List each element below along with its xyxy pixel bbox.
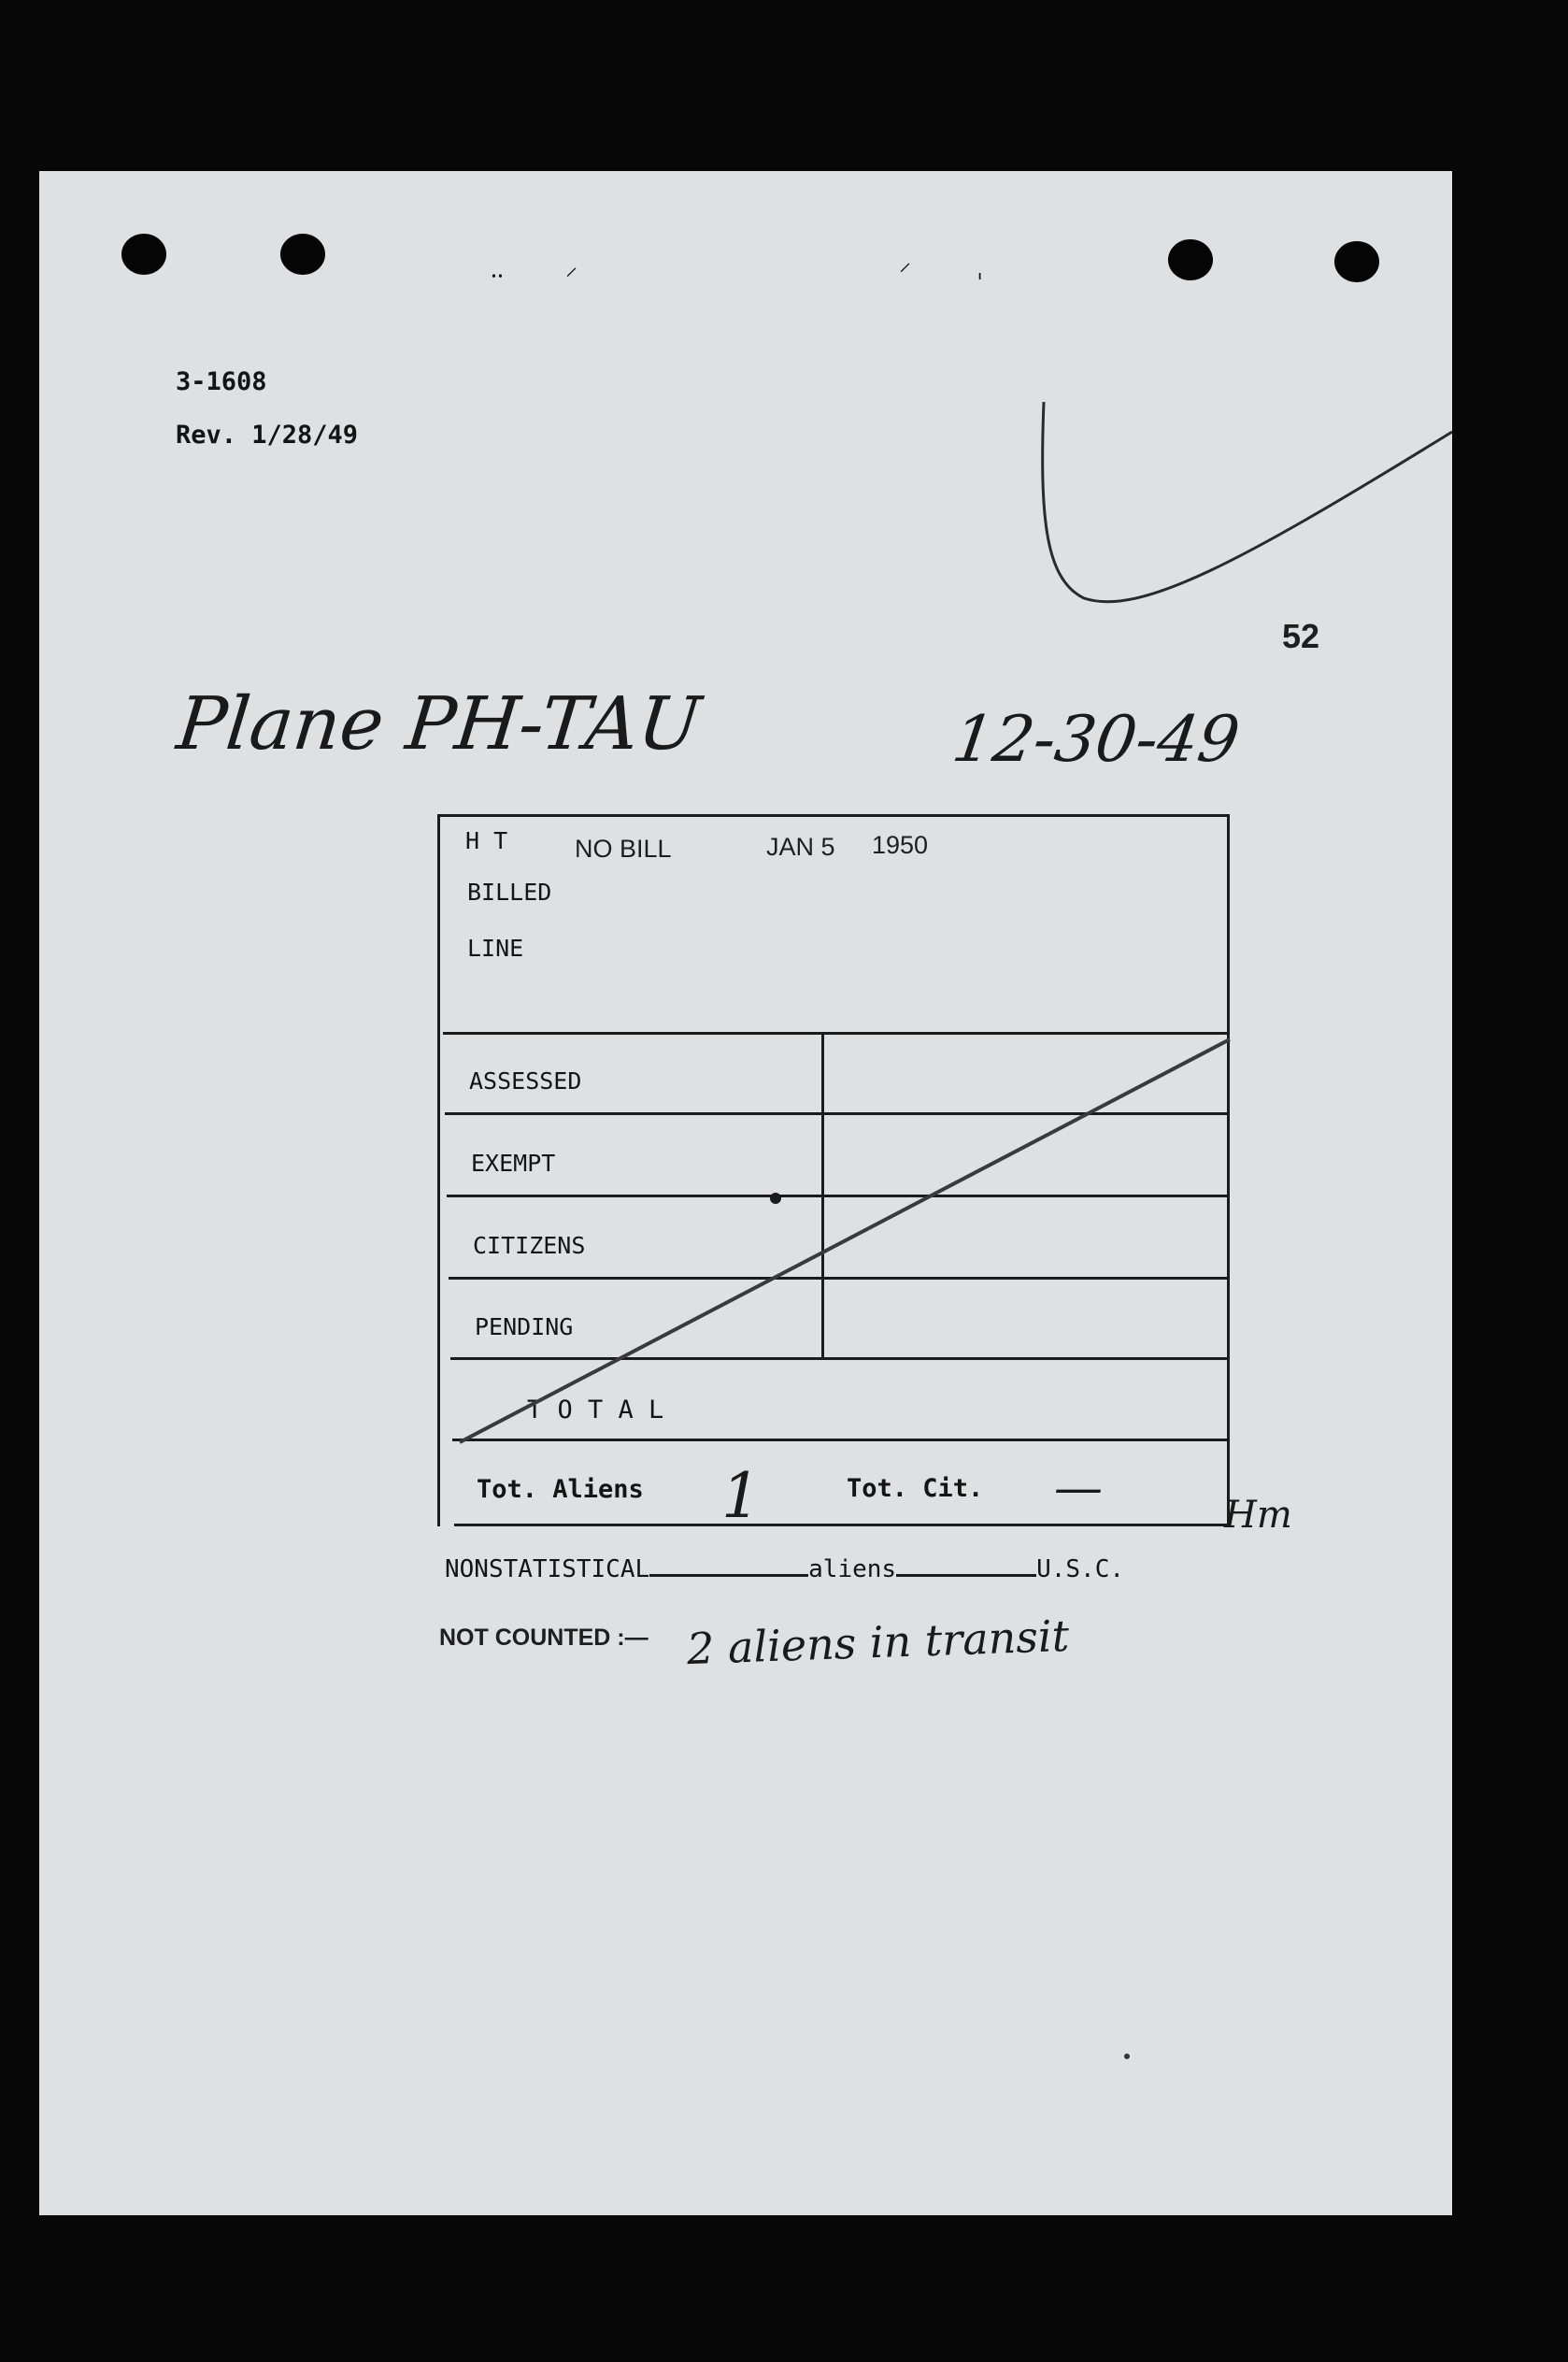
header-label-line: LINE bbox=[467, 935, 524, 962]
row-label-citizens: CITIZENS bbox=[473, 1232, 586, 1259]
aliens-label: aliens bbox=[808, 1555, 897, 1583]
curved-check-stroke bbox=[1043, 402, 1452, 602]
ink-dot bbox=[770, 1193, 781, 1204]
speck-mark: ˌ bbox=[976, 254, 984, 282]
speck-mark: ⸝ bbox=[565, 253, 578, 281]
not-counted-note: 2 aliens in transit bbox=[686, 1610, 1070, 1675]
row-label-assessed: ASSESSED bbox=[469, 1067, 582, 1095]
row-label-exempt: EXEMPT bbox=[471, 1150, 556, 1177]
usc-label: U.S.C. bbox=[1036, 1555, 1124, 1583]
header-label-ht: H T bbox=[465, 827, 508, 854]
speck-mark: ⸍ bbox=[899, 259, 912, 287]
speck-mark: ⸳⸳ bbox=[491, 259, 504, 287]
tot-aliens-label: Tot. Aliens bbox=[477, 1475, 644, 1504]
vessel-name: Plane PH-TAU bbox=[173, 682, 705, 766]
clerk-initials: Hm bbox=[1224, 1494, 1292, 1537]
tot-cit-value: — bbox=[1054, 1460, 1103, 1516]
total-label: T O T A L bbox=[527, 1396, 664, 1424]
nonstatistical-label: NONSTATISTICAL bbox=[445, 1555, 650, 1583]
billing-stamp-date: JAN 5 bbox=[766, 833, 835, 861]
form-number: 3-1608 bbox=[176, 367, 267, 396]
diagonal-cancel-stroke bbox=[460, 1039, 1230, 1442]
arrival-date: 12-30-49 bbox=[948, 703, 1245, 777]
header-label-billed: BILLED bbox=[467, 879, 552, 906]
tot-cit-label: Tot. Cit. bbox=[847, 1474, 984, 1503]
billing-stamp-status: NO BILL bbox=[575, 835, 672, 863]
not-counted-label: NOT COUNTED :— bbox=[439, 1625, 649, 1651]
ink-dot bbox=[1124, 2054, 1130, 2059]
form-revision: Rev. 1/28/49 bbox=[176, 421, 359, 450]
page-number: 52 bbox=[1282, 617, 1320, 655]
billing-stamp-year: 1950 bbox=[872, 831, 929, 859]
tot-aliens-value: 1 bbox=[721, 1460, 761, 1532]
row-label-pending: PENDING bbox=[475, 1313, 574, 1340]
